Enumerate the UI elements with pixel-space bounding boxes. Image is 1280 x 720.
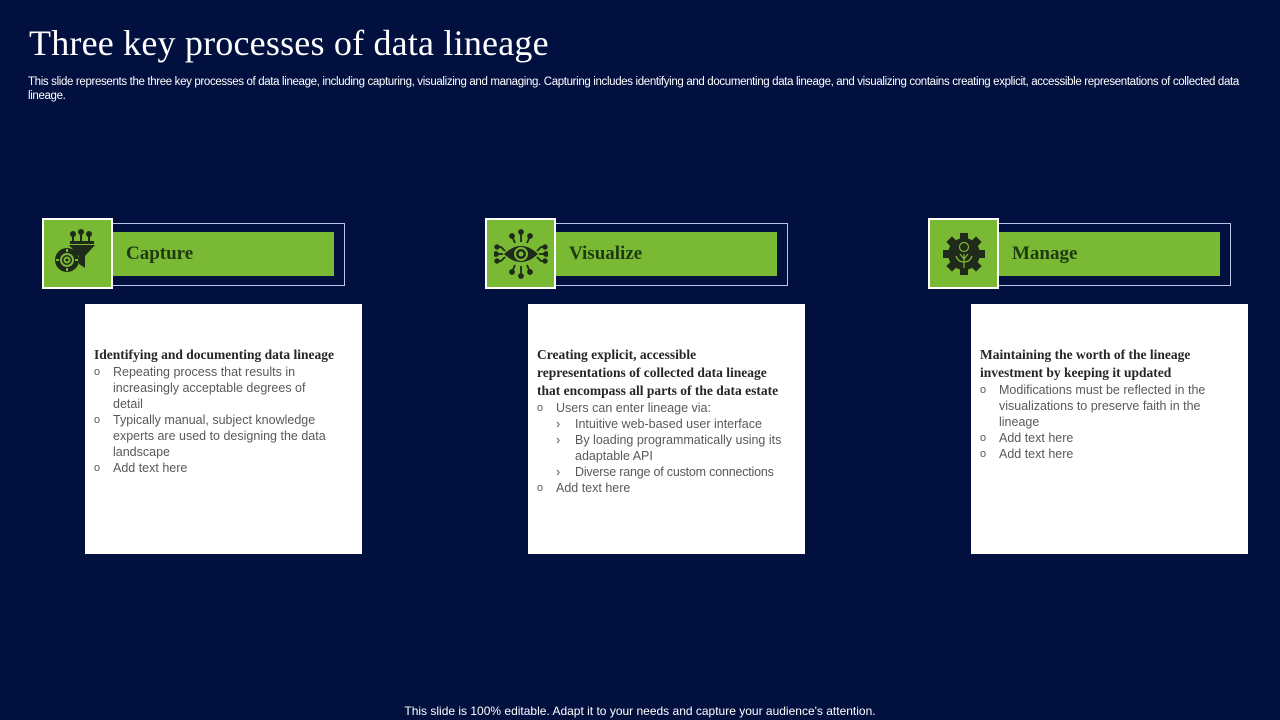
eye-network-icon bbox=[494, 228, 548, 280]
sub-bullet-item: › Diverse range of custom connections bbox=[537, 464, 796, 480]
slide-subtitle: This slide represents the three key processes of data lineage, including capturing, visualizing and managing. Capturing includes identifying and documenting data lineage, and visualizing contains creating explicit, accessible representations of collected data lineage. bbox=[28, 76, 1239, 102]
bullet-item: o Typically manual, subject knowledge experts are used to designing the data landscape bbox=[94, 412, 353, 460]
bullet-item: o Add text here bbox=[537, 480, 796, 496]
funnel-gear-icon bbox=[52, 228, 104, 280]
card-heading: Identifying and documenting data lineage bbox=[94, 347, 335, 362]
process-label: Manage bbox=[1012, 243, 1078, 264]
process-label: Visualize bbox=[569, 243, 643, 264]
process-label: Capture bbox=[126, 243, 194, 264]
slide-title: Three key processes of data lineage bbox=[29, 23, 549, 63]
process-card-visualize bbox=[528, 304, 805, 554]
process-card-capture bbox=[85, 304, 362, 554]
sub-bullet-item: › Intuitive web-based user interface bbox=[537, 416, 796, 432]
bullet-item: o Add text here bbox=[980, 430, 1239, 446]
card-heading: Creating explicit, accessible representations of collected data lineage that encompass all parts of the data estate bbox=[537, 347, 779, 398]
icon-box bbox=[928, 218, 999, 289]
bullet-item: o Modifications must be reflected in the visualizations to preserve faith in the lineage bbox=[980, 382, 1239, 430]
gear-person-icon bbox=[942, 232, 986, 276]
process-card-manage bbox=[971, 304, 1248, 554]
bullet-item: o Users can enter lineage via: bbox=[537, 400, 796, 416]
slide-footer: This slide is 100% editable. Adapt it to your needs and capture your audience's attention. bbox=[404, 704, 876, 718]
card-heading: Maintaining the worth of the lineage investment by keeping it updated bbox=[980, 347, 1191, 380]
icon-box bbox=[485, 218, 556, 289]
bullet-list bbox=[537, 400, 796, 496]
icon-box bbox=[42, 218, 113, 289]
bullet-item: o Add text here bbox=[980, 446, 1239, 462]
process-header-capture bbox=[42, 218, 348, 290]
bullet-list bbox=[980, 382, 1239, 462]
bullet-item: o Add text here bbox=[94, 460, 353, 476]
process-header-visualize bbox=[485, 218, 791, 290]
bullet-list bbox=[94, 364, 353, 476]
process-header-manage bbox=[928, 218, 1234, 290]
sub-bullet-item: › By loading programmatically using its adaptable API bbox=[537, 432, 796, 464]
bullet-item: o Repeating process that results in increasingly acceptable degrees of detail bbox=[94, 364, 353, 412]
